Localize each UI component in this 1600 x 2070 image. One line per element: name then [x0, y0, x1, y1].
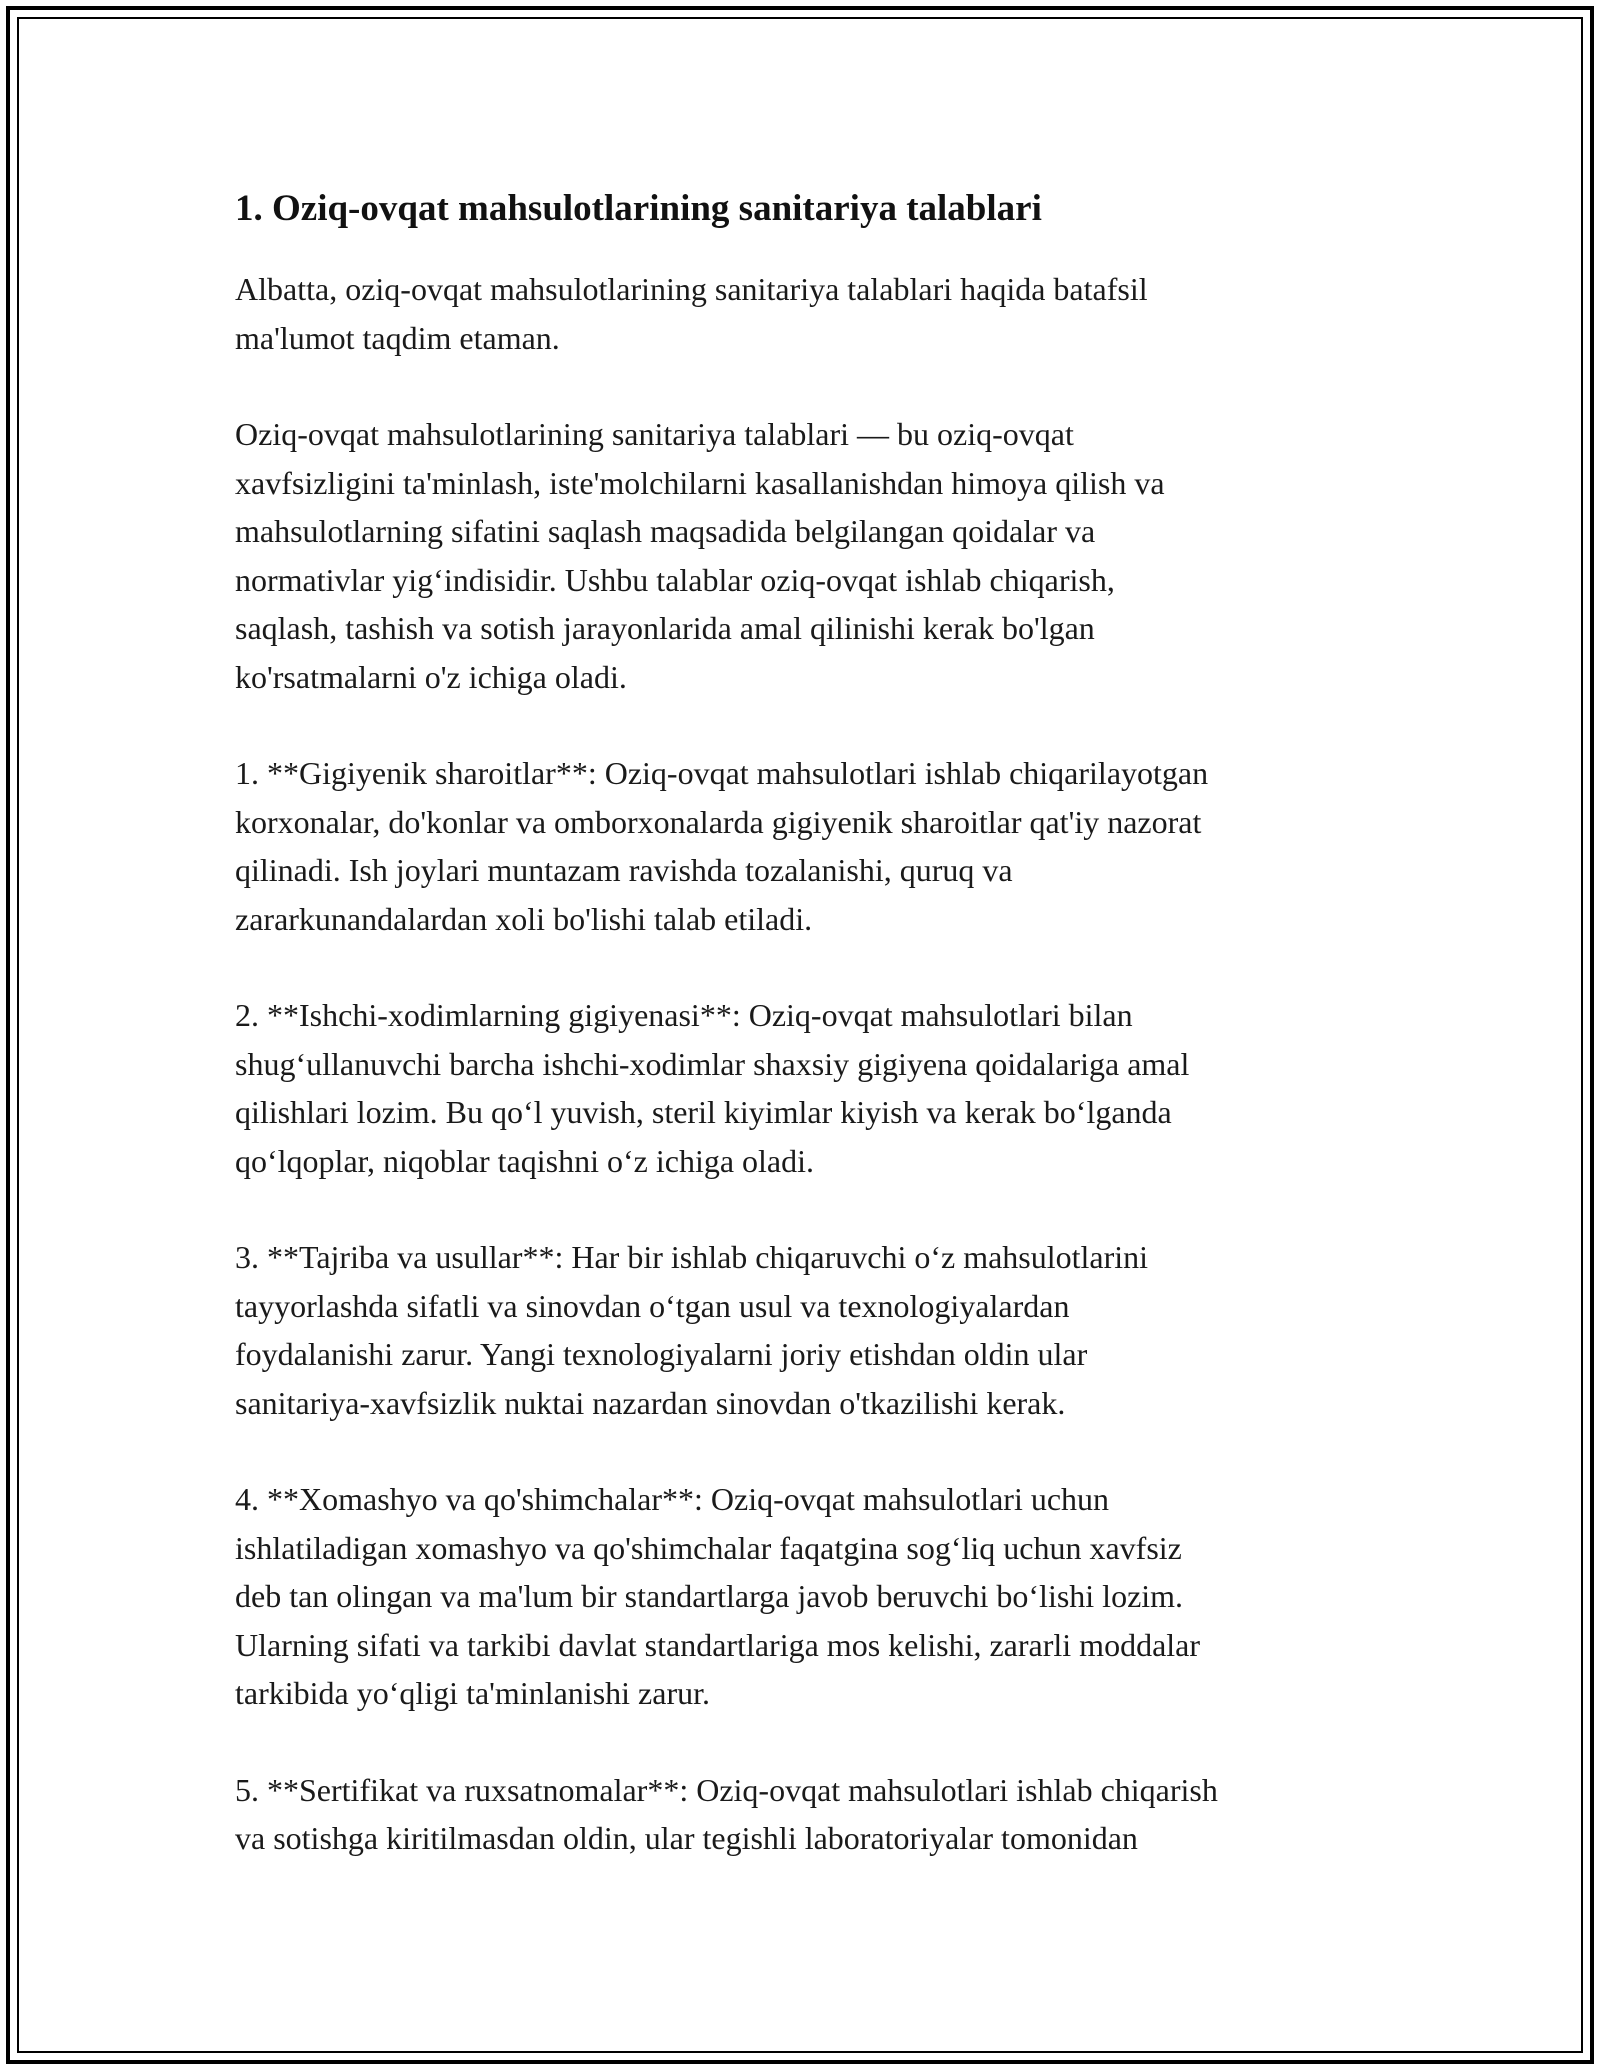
- document-heading: 1. Oziq-ovqat mahsulotlarining sanitariya talablari: [235, 188, 1042, 229]
- list-item-staff-hygiene: 2. **Ishchi-xodimlarning gigiyenasi**: Oziq-ovqat mahsulotlari bilan shug‘ullanuvchi barcha ishchi-xodimlar shaxsiy gigiyena qoidalariga amal qilishlari lozim. Bu qo‘l yuvish, steril kiyimlar kiyish va kerak bo‘lganda qo‘lqoplar, niqoblar taqishni o‘z ichiga oladi.: [235, 997, 1190, 1179]
- document-page: [235, 185, 1380, 1911]
- list-item-hygienic-conditions: 1. **Gigiyenik sharoitlar**: Oziq-ovqat mahsulotlari ishlab chiqarilayotgan korxonalar, do'konlar va omborxonalarda gigiyenik sharoitlar qat'iy nazorat qilinadi. Ish joylari muntazam ravishda tozalanishi, quruq va zararkunandalardan xoli bo'lishi talab etiladi.: [235, 755, 1209, 937]
- definition-paragraph: Oziq-ovqat mahsulotlarining sanitariya talablari — bu oziq-ovqat xavfsizligini ta'minlash, iste'molchilarni kasallanishdan himoya qilish va mahsulotlarning sifatini saqlash maqsadida belgilangan qoidalar va normativlar yig‘indisidir. Ushbu talablar oziq-ovqat ishlab chiqarish, saqlash, tashish va sotish jarayonlarida amal qilinishi kerak bo'lgan ko'rsatmalarni o'z ichiga oladi.: [235, 416, 1165, 695]
- intro-paragraph: Albatta, oziq-ovqat mahsulotlarining sanitariya talablari haqida batafsil ma'lumot taqdim etaman.: [235, 271, 1148, 356]
- list-item-certificates: 5. **Sertifikat va ruxsatnomalar**: Oziq-ovqat mahsulotlari ishlab chiqarish va sotishga kiritilmasdan oldin, ular tegishli laboratoriyalar tomonidan: [235, 1771, 1218, 1856]
- list-item-methods: 3. **Tajriba va usullar**: Har bir ishlab chiqaruvchi o‘z mahsulotlarini tayyorlashda sifatli va sinovdan o‘tgan usul va texnologiyalardan foydalanishi zarur. Yangi texnologiyalarni joriy etishdan oldin ular sanitariya-xavfsizlik nuktai nazardan sinovdan o'tkazilishi kerak.: [235, 1239, 1149, 1421]
- list-item-raw-materials: 4. **Xomashyo va qo'shimchalar**: Oziq-ovqat mahsulotlari uchun ishlatiladigan xomashyo va qo'shimchalar faqatgina sog‘liq uchun xavfsiz deb tan olingan va ma'lum bir standartlarga javob beruvchi bo‘lishi lozim. Ularning sifati va tarkibi davlat standartlariga mos kelishi, zararli moddalar tarkibida yo‘qligi ta'minlanishi zarur.: [235, 1481, 1201, 1711]
